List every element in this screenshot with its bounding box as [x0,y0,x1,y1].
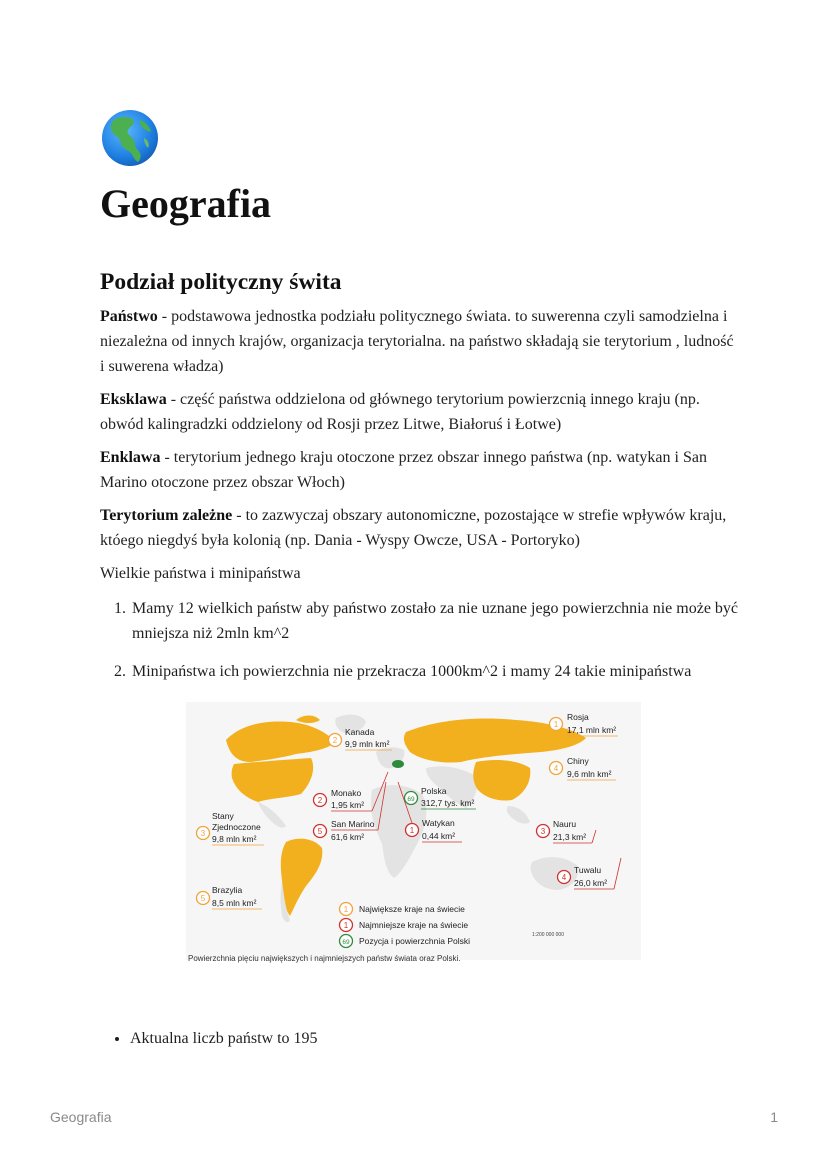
svg-text:4: 4 [553,764,559,773]
list-item: • Aktualna liczb państw to 195 [130,1026,740,1051]
svg-text:Nauru: Nauru [553,819,577,829]
svg-text:9,9 mln km²: 9,9 mln km² [345,739,390,749]
svg-text:2: 2 [317,796,323,805]
list-item: 2. Minipaństwa ich powierzchnia nie przekracza 1000km^2 i mamy 24 takie minipaństwa [130,659,740,684]
definition-text: - część państwa oddzielona od głównego terytorium powierzcnią innego kraju (np. obwód kalingradzki oddzielony od Rosji przez Litwe, Białoruś i Łotwe) [100,391,700,433]
svg-text:1: 1 [343,921,349,930]
definition-text: - podstawowa jednostka podziału politycznego świata. to suwerenna czyli samodzielna i niezależna od innych krajów, organizacja terytorialna. na państwo składają sie terytorium , ludność i suwerena władza) [100,308,734,375]
svg-text:Polska: Polska [421,786,447,796]
definition-panstwo [100,304,740,379]
svg-text:Najmniejsze kraje na świecie: Najmniejsze kraje na świecie [359,920,469,930]
definition-eksklawa [100,387,740,437]
svg-text:Monako: Monako [331,788,362,798]
svg-text:Brazylia: Brazylia [212,885,243,895]
svg-text:69: 69 [407,796,415,803]
section-heading: Podział polityczny świta [100,269,342,295]
svg-text:26,0 km²: 26,0 km² [574,878,608,888]
svg-text:312,7 tys. km²: 312,7 tys. km² [421,798,475,808]
definition-term: Enklawa [100,449,161,466]
svg-text:17,1 mln km²: 17,1 mln km² [567,725,617,735]
svg-text:61,6 km²: 61,6 km² [331,832,365,842]
svg-text:Rosja: Rosja [567,712,589,722]
definition-text: - terytorium jednego kraju otoczone przez obszar innego państwa (np. watykan i San Marino otoczone przez obszar Włoch) [100,449,707,491]
footer-title: Geografia [50,1109,112,1125]
svg-text:Pozycja i powierzchnia Polski: Pozycja i powierzchnia Polski [359,936,471,946]
map-poland [392,760,404,768]
svg-text:1: 1 [553,720,559,729]
definition-term: Eksklawa [100,391,167,408]
svg-text:San Marino: San Marino [331,819,375,829]
svg-text:1: 1 [409,826,415,835]
svg-text:4: 4 [561,873,567,882]
svg-text:9,6 mln km²: 9,6 mln km² [567,769,612,779]
svg-text:5: 5 [317,827,323,836]
svg-text:8,5 mln km²: 8,5 mln km² [212,898,257,908]
svg-text:Największe kraje na świecie: Największe kraje na świecie [359,904,465,914]
world-map-figure [186,702,641,970]
svg-text:Watykan: Watykan [422,818,455,828]
svg-text:3: 3 [540,827,546,836]
list-item: 1. Mamy 12 wielkich państw aby państwo zostało za nie uznane jego powierzchnia nie może być mniejsza niż 2mln km^2 [130,596,740,646]
globe-americas-icon [100,108,160,168]
map-scale: 1:200 000 000 [532,932,564,938]
footer-page-number: 1 [770,1109,778,1125]
bullet-section [100,1026,740,1051]
svg-text:21,3 km²: 21,3 km² [553,832,587,842]
svg-text:Zjednoczone: Zjednoczone [212,822,261,832]
page-title: Geografia [100,181,272,226]
ordered-list [100,596,740,684]
world-map [186,702,641,970]
svg-text:5: 5 [200,894,206,903]
svg-text:2: 2 [332,736,338,745]
svg-text:Tuwalu: Tuwalu [574,865,602,875]
svg-text:0,44 km²: 0,44 km² [422,831,456,841]
svg-text:3: 3 [200,829,206,838]
page-content [100,108,740,697]
svg-text:Stany: Stany [212,811,234,821]
definition-text: - to zazwyczaj obszary autonomiczne, pozostające w strefie wpływów kraju, któego niegdyś była kolonią (np. Dania - Wyspy Owcze, USA - Portoryko) [100,507,727,549]
definition-term: Państwo [100,308,158,325]
svg-text:69: 69 [342,939,350,946]
svg-text:Chiny: Chiny [567,756,589,766]
definition-term: Terytorium zależne [100,507,233,524]
definition-terytorium-zalezne [100,503,740,553]
svg-text:1,95 km²: 1,95 km² [331,800,365,810]
svg-text:1: 1 [343,905,349,914]
definition-enklawa [100,445,740,495]
bullet-list [100,1026,740,1051]
svg-text:9,8 mln km²: 9,8 mln km² [212,834,257,844]
svg-text:Kanada: Kanada [345,727,375,737]
map-legend [340,903,471,948]
subheading: Wielkie państwa i minipaństwa [100,565,301,582]
map-caption: Powierzchnia pięciu największych i najmniejszych państw świata oraz Polski. [188,954,461,963]
